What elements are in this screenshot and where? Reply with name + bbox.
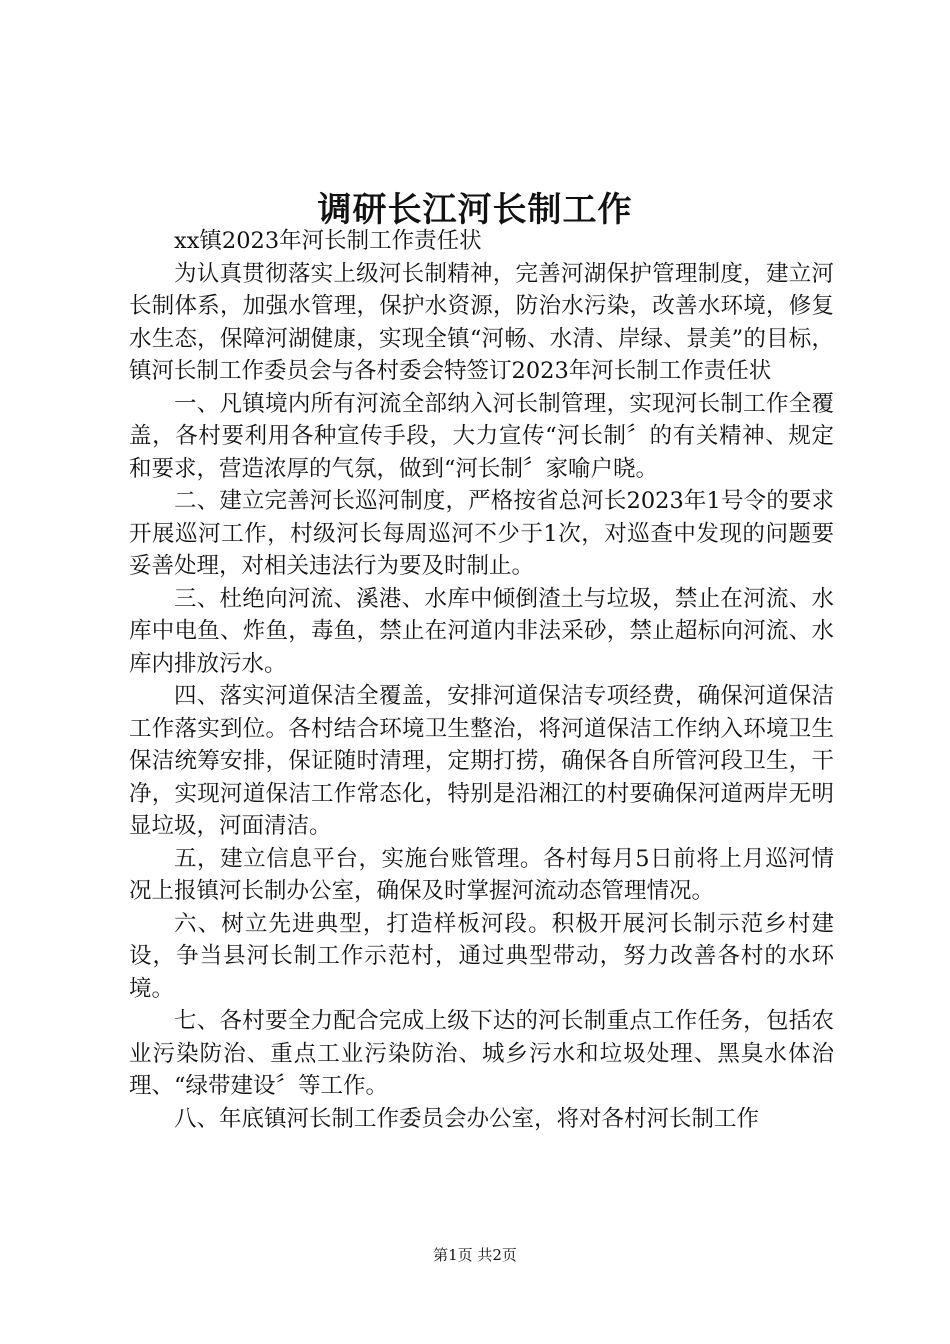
paragraph: 为认真贯彻落实上级河长制精神，完善河湖保护管理制度，建立河长制体系，加强水管理，保护水资源，防治水污染，改善水环境，修复水生态，保障河湖健康，实现全镇“河畅、水清、岸绿、景美”的目标，镇河长制工作委员会与各村委会特签订2023年河长制工作责任状 <box>129 260 834 384</box>
page-number-footer: 第1页 共2页 <box>433 1246 517 1264</box>
document-body <box>129 225 834 1135</box>
paragraph: 四、落实河道保洁全覆盖，安排河道保洁专项经费，确保河道保洁工作落实到位。各村结合环境卫生整治，将河道保洁工作纳入环境卫生保洁统筹安排，保证随时清理，定期打捞，确保各自所管河段卫生，干净，实现河道保洁工作常态化，特别是沿湘江的村要确保河道两岸无明显垃圾，河面清洁。 <box>129 683 834 839</box>
paragraph: 五，建立信息平台，实施台账管理。各村每月5日前将上月巡河情况上报镇河长制办公室，确保及时掌握河流动态管理情况。 <box>129 845 834 904</box>
paragraph: 八、年底镇河长制工作委员会办公室，将对各村河长制工作 <box>174 1105 760 1132</box>
paragraph: 二、建立完善河长巡河制度，严格按省总河长2023年1号令的要求开展巡河工作，村级河长每周巡河不少于1次，对巡查中发现的问题要妥善处理，对相关违法行为要及时制止。 <box>129 488 834 579</box>
paragraph: 六、树立先进典型，打造样板河段。积极开展河长制示范乡村建设，争当县河长制工作示范村，通过典型带动，努力改善各村的水环境。 <box>129 910 834 1002</box>
paragraph-heading: xx镇2023年河长制工作责任状 <box>174 228 482 254</box>
paragraph: 一、凡镇境内所有河流全部纳入河长制管理，实现河长制工作全覆盖，各村要利用各种宣传手段，大力宣传“河长制〞的有关精神、规定和要求，营造浓厚的气氛，做到“河长制〞家喻户晓。 <box>129 390 834 482</box>
document-title: 调研长江河长制工作 <box>317 190 633 230</box>
paragraph: 七、各村要全力配合完成上级下达的河长制重点工作任务，包括农业污染防治、重点工业污染防治、城乡污水和垃圾处理、黑臭水体治理、“绿带建设〞等工作。 <box>129 1008 834 1099</box>
paragraph: 三、杜绝向河流、溪港、水库中倾倒渣土与垃圾，禁止在河流、水库中电鱼、炸鱼，毒鱼，禁止在河道内非法采砂，禁止超标向河流、水库内排放污水。 <box>129 585 834 677</box>
